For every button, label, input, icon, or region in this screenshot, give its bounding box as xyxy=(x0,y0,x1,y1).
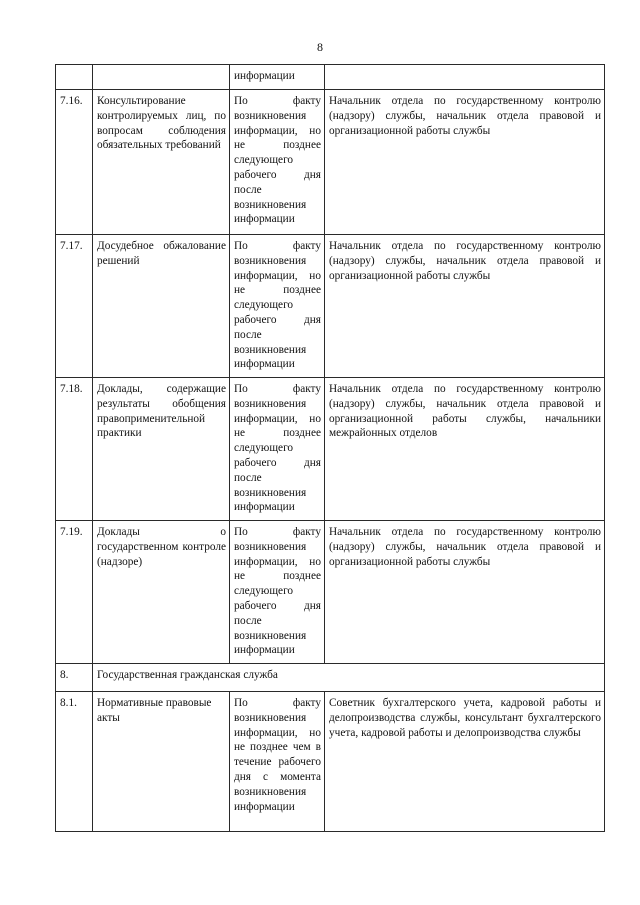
cell-term: По факту возникновения информации, но не позднее чем в течение рабочего дня с момента возникновения информации xyxy=(230,692,325,832)
table-row-7-16 xyxy=(56,90,605,235)
cell-responsible xyxy=(325,65,605,90)
page-number: 8 xyxy=(317,40,323,54)
cell-name xyxy=(93,65,230,90)
cell-name: Доклады о государственном контроле (надзоре) xyxy=(93,521,230,664)
cell-number: 7.16. xyxy=(56,90,93,235)
cell-name: Нормативные правовые акты xyxy=(93,692,230,832)
section-row xyxy=(56,664,605,692)
cell-term: информации xyxy=(230,65,325,90)
cell-responsible: Начальник отдела по государственному контролю (надзору) службы, начальник отдела правовой и организационной работы службы, начальники межрайонных отделов xyxy=(325,378,605,521)
table-row-7-18 xyxy=(56,378,605,521)
cell-number: 7.17. xyxy=(56,235,93,378)
cell-number xyxy=(56,65,93,90)
section-number: 8. xyxy=(56,664,93,692)
table-row-7-19 xyxy=(56,521,605,664)
cell-name: Доклады, содержащие результаты обобщения правоприменительной практики xyxy=(93,378,230,521)
cell-number: 7.18. xyxy=(56,378,93,521)
cell-term: По факту возникновения информации, но не позднее следующего рабочего дня после возникновения информации xyxy=(230,235,325,378)
section-title: Государственная гражданская служба xyxy=(93,664,605,692)
cell-responsible: Начальник отдела по государственному контролю (надзору) службы, начальник отдела правовой и организационной работы службы xyxy=(325,521,605,664)
cell-responsible: Начальник отдела по государственному контролю (надзору) службы, начальник отдела правовой и организационной работы службы xyxy=(325,235,605,378)
cell-number: 8.1. xyxy=(56,692,93,832)
cell-responsible: Советник бухгалтерского учета, кадровой работы и делопроизводства службы, консультант бухгалтерского учета, кадровой работы и делопроизводства службы xyxy=(325,692,605,832)
publication-table xyxy=(55,64,605,832)
cell-name: Консультирование контролируемых лиц, по вопросам соблюдения обязательных требований xyxy=(93,90,230,235)
cell-term: По факту возникновения информации, но не позднее следующего рабочего дня после возникновения информации xyxy=(230,90,325,235)
cell-term: По факту возникновения информации, но не позднее следующего рабочего дня после возникновения информации xyxy=(230,521,325,664)
cell-number: 7.19. xyxy=(56,521,93,664)
table-row-continuation xyxy=(56,65,605,90)
table-row-8-1 xyxy=(56,692,605,832)
cell-term: По факту возникновения информации, но не позднее следующего рабочего дня после возникновения информации xyxy=(230,378,325,521)
cell-responsible: Начальник отдела по государственному контролю (надзору) службы, начальник отдела правовой и организационной работы службы xyxy=(325,90,605,235)
table-row-7-17 xyxy=(56,235,605,378)
cell-name: Досудебное обжалование решений xyxy=(93,235,230,378)
